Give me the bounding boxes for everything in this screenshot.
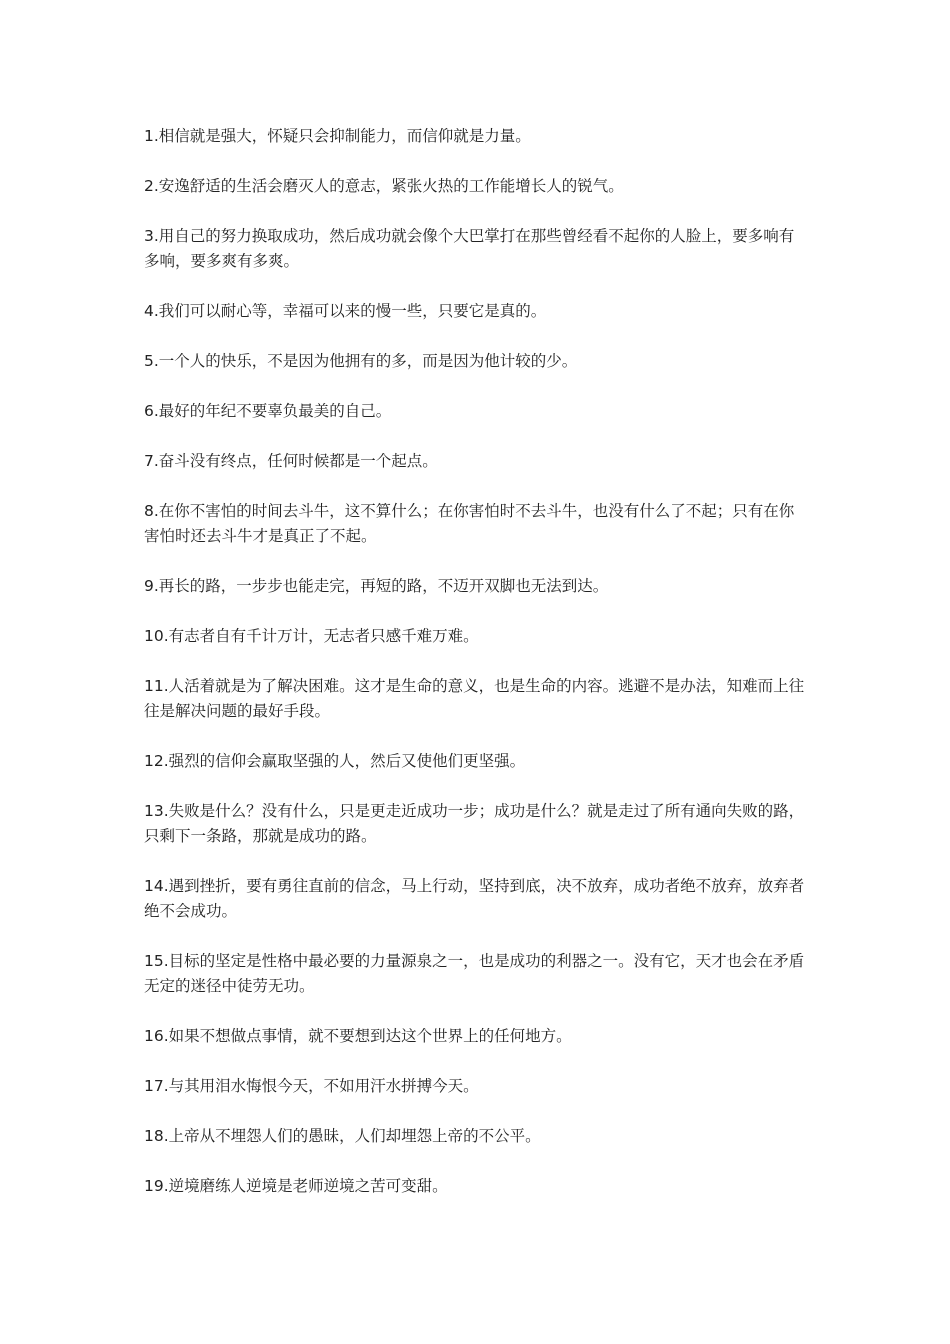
quote-item: 16.如果不想做点事情，就不要想到达这个世界上的任何地方。 [144,1027,572,1045]
quote-item: 1.相信就是强大，怀疑只会抑制能力，而信仰就是力量。 [144,127,531,145]
quote-item: 12.强烈的信仰会赢取坚强的人，然后又使他们更坚强。 [144,752,526,770]
quote-item: 6.最好的年纪不要辜负最美的自己。 [144,402,392,420]
quote-item: 15.目标的坚定是性格中最必要的力量源泉之一，也是成功的利器之一。没有它，天才也会在矛盾无定的迷径中徒劳无功。 [144,952,805,995]
quote-item: 13.失败是什么？没有什么，只是更走近成功一步；成功是什么？就是走过了所有通向失败的路，只剩下一条路，那就是成功的路。 [144,802,805,845]
quote-item: 10.有志者自有千计万计，无志者只感千难万难。 [144,627,479,645]
quote-item: 5.一个人的快乐，不是因为他拥有的多，而是因为他计较的少。 [144,352,578,370]
quote-item: 8.在你不害怕的时间去斗牛，这不算什么；在你害怕时不去斗牛，也没有什么了不起；只有在你害怕时还去斗牛才是真正了不起。 [144,502,795,545]
quote-item: 14.遇到挫折，要有勇往直前的信念，马上行动，坚持到底，决不放弃，成功者绝不放弃，放弃者绝不会成功。 [144,877,805,920]
quote-item: 4.我们可以耐心等，幸福可以来的慢一些，只要它是真的。 [144,302,547,320]
quote-item: 18.上帝从不埋怨人们的愚昧，人们却埋怨上帝的不公平。 [144,1127,541,1145]
quote-item: 7.奋斗没有终点，任何时候都是一个起点。 [144,452,438,470]
quote-item: 11.人活着就是为了解决困难。这才是生命的意义，也是生命的内容。逃避不是办法，知难而上往往是解决问题的最好手段。 [144,677,805,720]
quote-item: 19.逆境磨练人逆境是老师逆境之苦可变甜。 [144,1177,448,1195]
quote-item: 9.再长的路，一步步也能走完，再短的路，不迈开双脚也无法到达。 [144,577,609,595]
quote-item: 17.与其用泪水悔恨今天，不如用汗水拼搏今天。 [144,1077,479,1095]
quote-item: 2.安逸舒适的生活会磨灭人的意志，紧张火热的工作能增长人的锐气。 [144,177,624,195]
quote-item: 3.用自己的努力换取成功，然后成功就会像个大巴掌打在那些曾经看不起你的人脸上，要多响有多响，要多爽有多爽。 [144,227,795,270]
quote-list [144,124,808,1224]
